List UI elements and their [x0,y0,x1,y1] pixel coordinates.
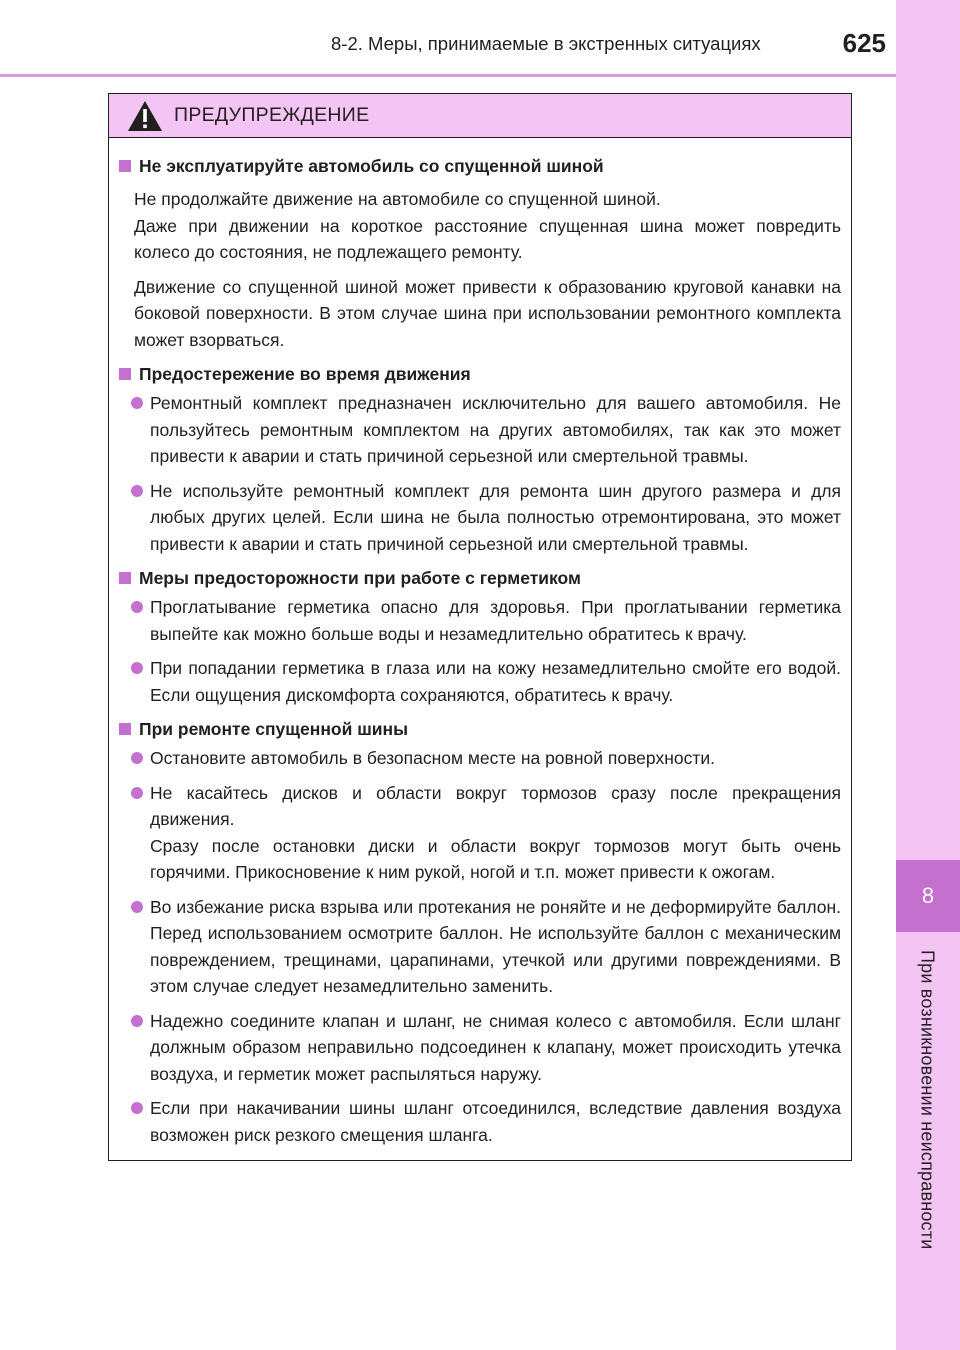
chapter-number-tab[interactable]: 8 [896,860,960,932]
chapter-label: При возникновении неисправности [917,950,938,1250]
square-bullet-icon [119,572,131,584]
list-item: Не касайтесь дисков и области вокруг тормозов сразу после прекращения движения. Сразу после остановки диски и области вокруг тормозов могут быть очень горячими. Прикосновение к ним рукой, ногой и т.п. может привести к ожогам. [119,780,841,886]
list-item: Не используйте ремонтный комплект для ремонта шин другого размера и для любых других целей. Если шина не была полностью отремонтирована, это может привести к аварии и стать причиной серьезной или смертельной травмы. [119,478,841,558]
warning-content [109,138,851,1148]
page-number: 625 [842,28,886,58]
warning-header [109,94,851,138]
square-bullet-icon [119,160,131,172]
paragraph: Движение со спущенной шиной может привести к образованию круговой канавки на боковой поверхности. В этом случае шина при использовании ремонтного комплекта может взорваться. [134,276,841,350]
round-bullet-icon [131,397,143,409]
list-item: Надежно соедините клапан и шланг, не снимая колесо с автомобиля. Если шланг должным образом неправильно подсоединен к клапану, может происходить утечка воздуха, и герметик может распыляться наружу. [119,1008,841,1088]
round-bullet-icon [131,601,143,613]
round-bullet-icon [131,787,143,799]
round-bullet-icon [131,662,143,674]
round-bullet-icon [131,1015,143,1027]
round-bullet-icon [131,485,143,497]
list-item: Если при накачивании шины шланг отсоединился, вследствие давления воздуха возможен риск резкого смещения шланга. [119,1095,841,1148]
round-bullet-icon [131,752,143,764]
warning-box [108,93,852,1161]
section-heading: Не эксплуатируйте автомобиль со спущенной шиной [119,153,841,180]
round-bullet-icon [131,901,143,913]
round-bullet-icon [131,1102,143,1114]
square-bullet-icon [119,368,131,380]
section-heading: Предостережение во время движения [119,361,841,388]
header-rule [0,74,896,77]
list-item: Остановите автомобиль в безопасном месте на ровной поверхности. [119,745,841,772]
section-heading: Меры предосторожности при работе с герметиком [119,565,841,592]
list-item: Ремонтный комплект предназначен исключительно для вашего автомобиля. Не пользуйтесь ремонтным комплектом на других автомобилях, так как это может привести к аварии и стать причиной серьезной или смертельной травмы. [119,390,841,470]
paragraph: Не продолжайте движение на автомобиле со спущенной шиной. Даже при движении на короткое расстояние спущенная шина может повредить колесо до состояния, не подлежащего ремонту. [134,189,841,262]
square-bullet-icon [119,723,131,735]
list-item: Проглатывание герметика опасно для здоровья. При проглатывании герметика выпейте как можно больше воды и незамедлительно обратитесь к врачу. [119,594,841,647]
warning-triangle-icon [127,100,163,132]
section-heading: При ремонте спущенной шины [119,716,841,743]
list-item: Во избежание риска взрыва или протекания не роняйте и не деформируйте баллон. Перед использованием осмотрите баллон. Не используйте баллон с механическим повреждением, трещинами, царапинами, утечкой или другими повреждениями. В этом случае следует незамедлительно заменить. [119,894,841,1000]
warning-title: ПРЕДУПРЕЖДЕНИЕ [174,104,370,126]
section-title: 8-2. Меры, принимаемые в экстренных ситуациях [331,33,761,54]
list-item: При попадании герметика в глаза или на кожу незамедлительно смойте его водой. Если ощущения дискомфорта сохраняются, обратитесь к врачу. [119,655,841,708]
